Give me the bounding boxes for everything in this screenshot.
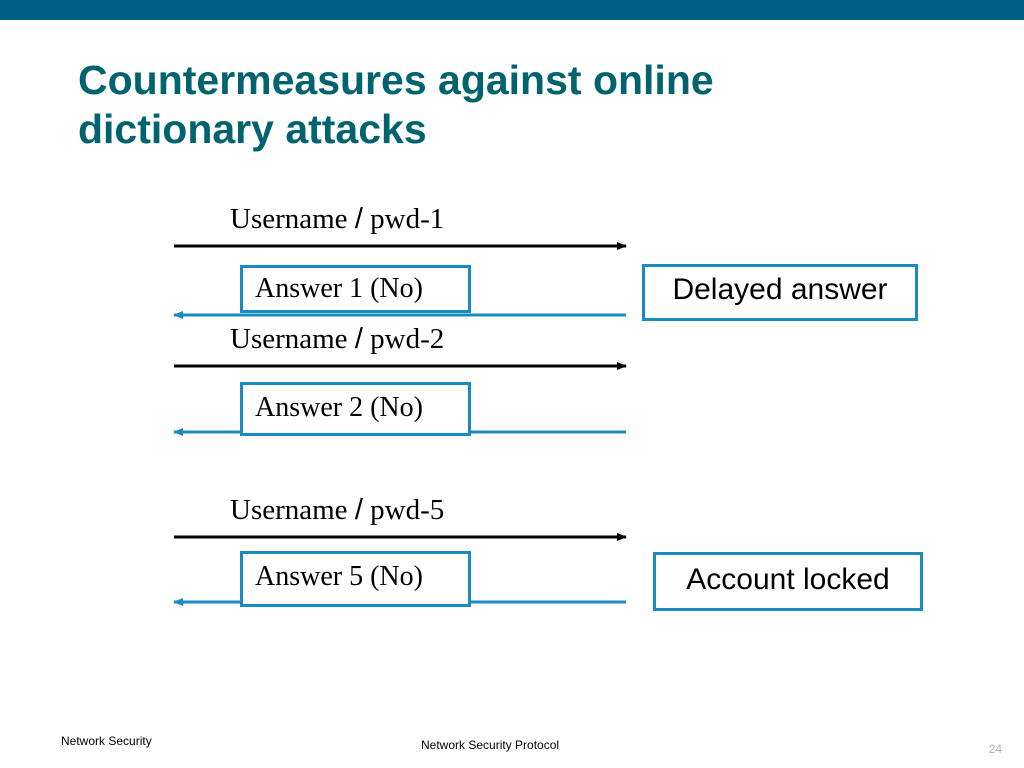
request-pwd-2: pwd-2 <box>370 323 445 355</box>
response-label-3: Answer 5 (No) <box>255 561 423 592</box>
request-label-2 <box>230 322 444 356</box>
footer-left: Network Security <box>61 734 152 748</box>
page-number: 24 <box>988 742 1002 756</box>
request-sep-1: / <box>354 203 363 235</box>
footer-center: Network Security Protocol <box>421 738 560 752</box>
delayed-answer-box <box>642 264 918 321</box>
request-sep-3: / <box>354 494 363 526</box>
response-box-3 <box>240 551 471 607</box>
request-label-3 <box>230 493 444 527</box>
request-sep-2: / <box>354 323 363 355</box>
response-label-2: Answer 2 (No) <box>255 392 423 423</box>
account-locked-label: Account locked <box>686 563 890 596</box>
request-pwd-3: pwd-5 <box>370 494 445 526</box>
response-box-1 <box>240 265 471 313</box>
title-line-2: dictionary attacks <box>78 106 427 152</box>
response-box-2 <box>240 382 471 436</box>
request-pwd-1: pwd-1 <box>370 203 445 235</box>
delayed-answer-label: Delayed answer <box>672 273 888 306</box>
response-label-1: Answer 1 (No) <box>255 273 423 304</box>
title-line-1: Countermeasures against online <box>78 57 714 103</box>
request-user-3: Username <box>230 494 348 526</box>
request-label-1 <box>230 202 444 236</box>
request-user-1: Username <box>230 203 348 235</box>
account-locked-box <box>653 552 923 611</box>
request-user-2: Username <box>230 323 348 355</box>
